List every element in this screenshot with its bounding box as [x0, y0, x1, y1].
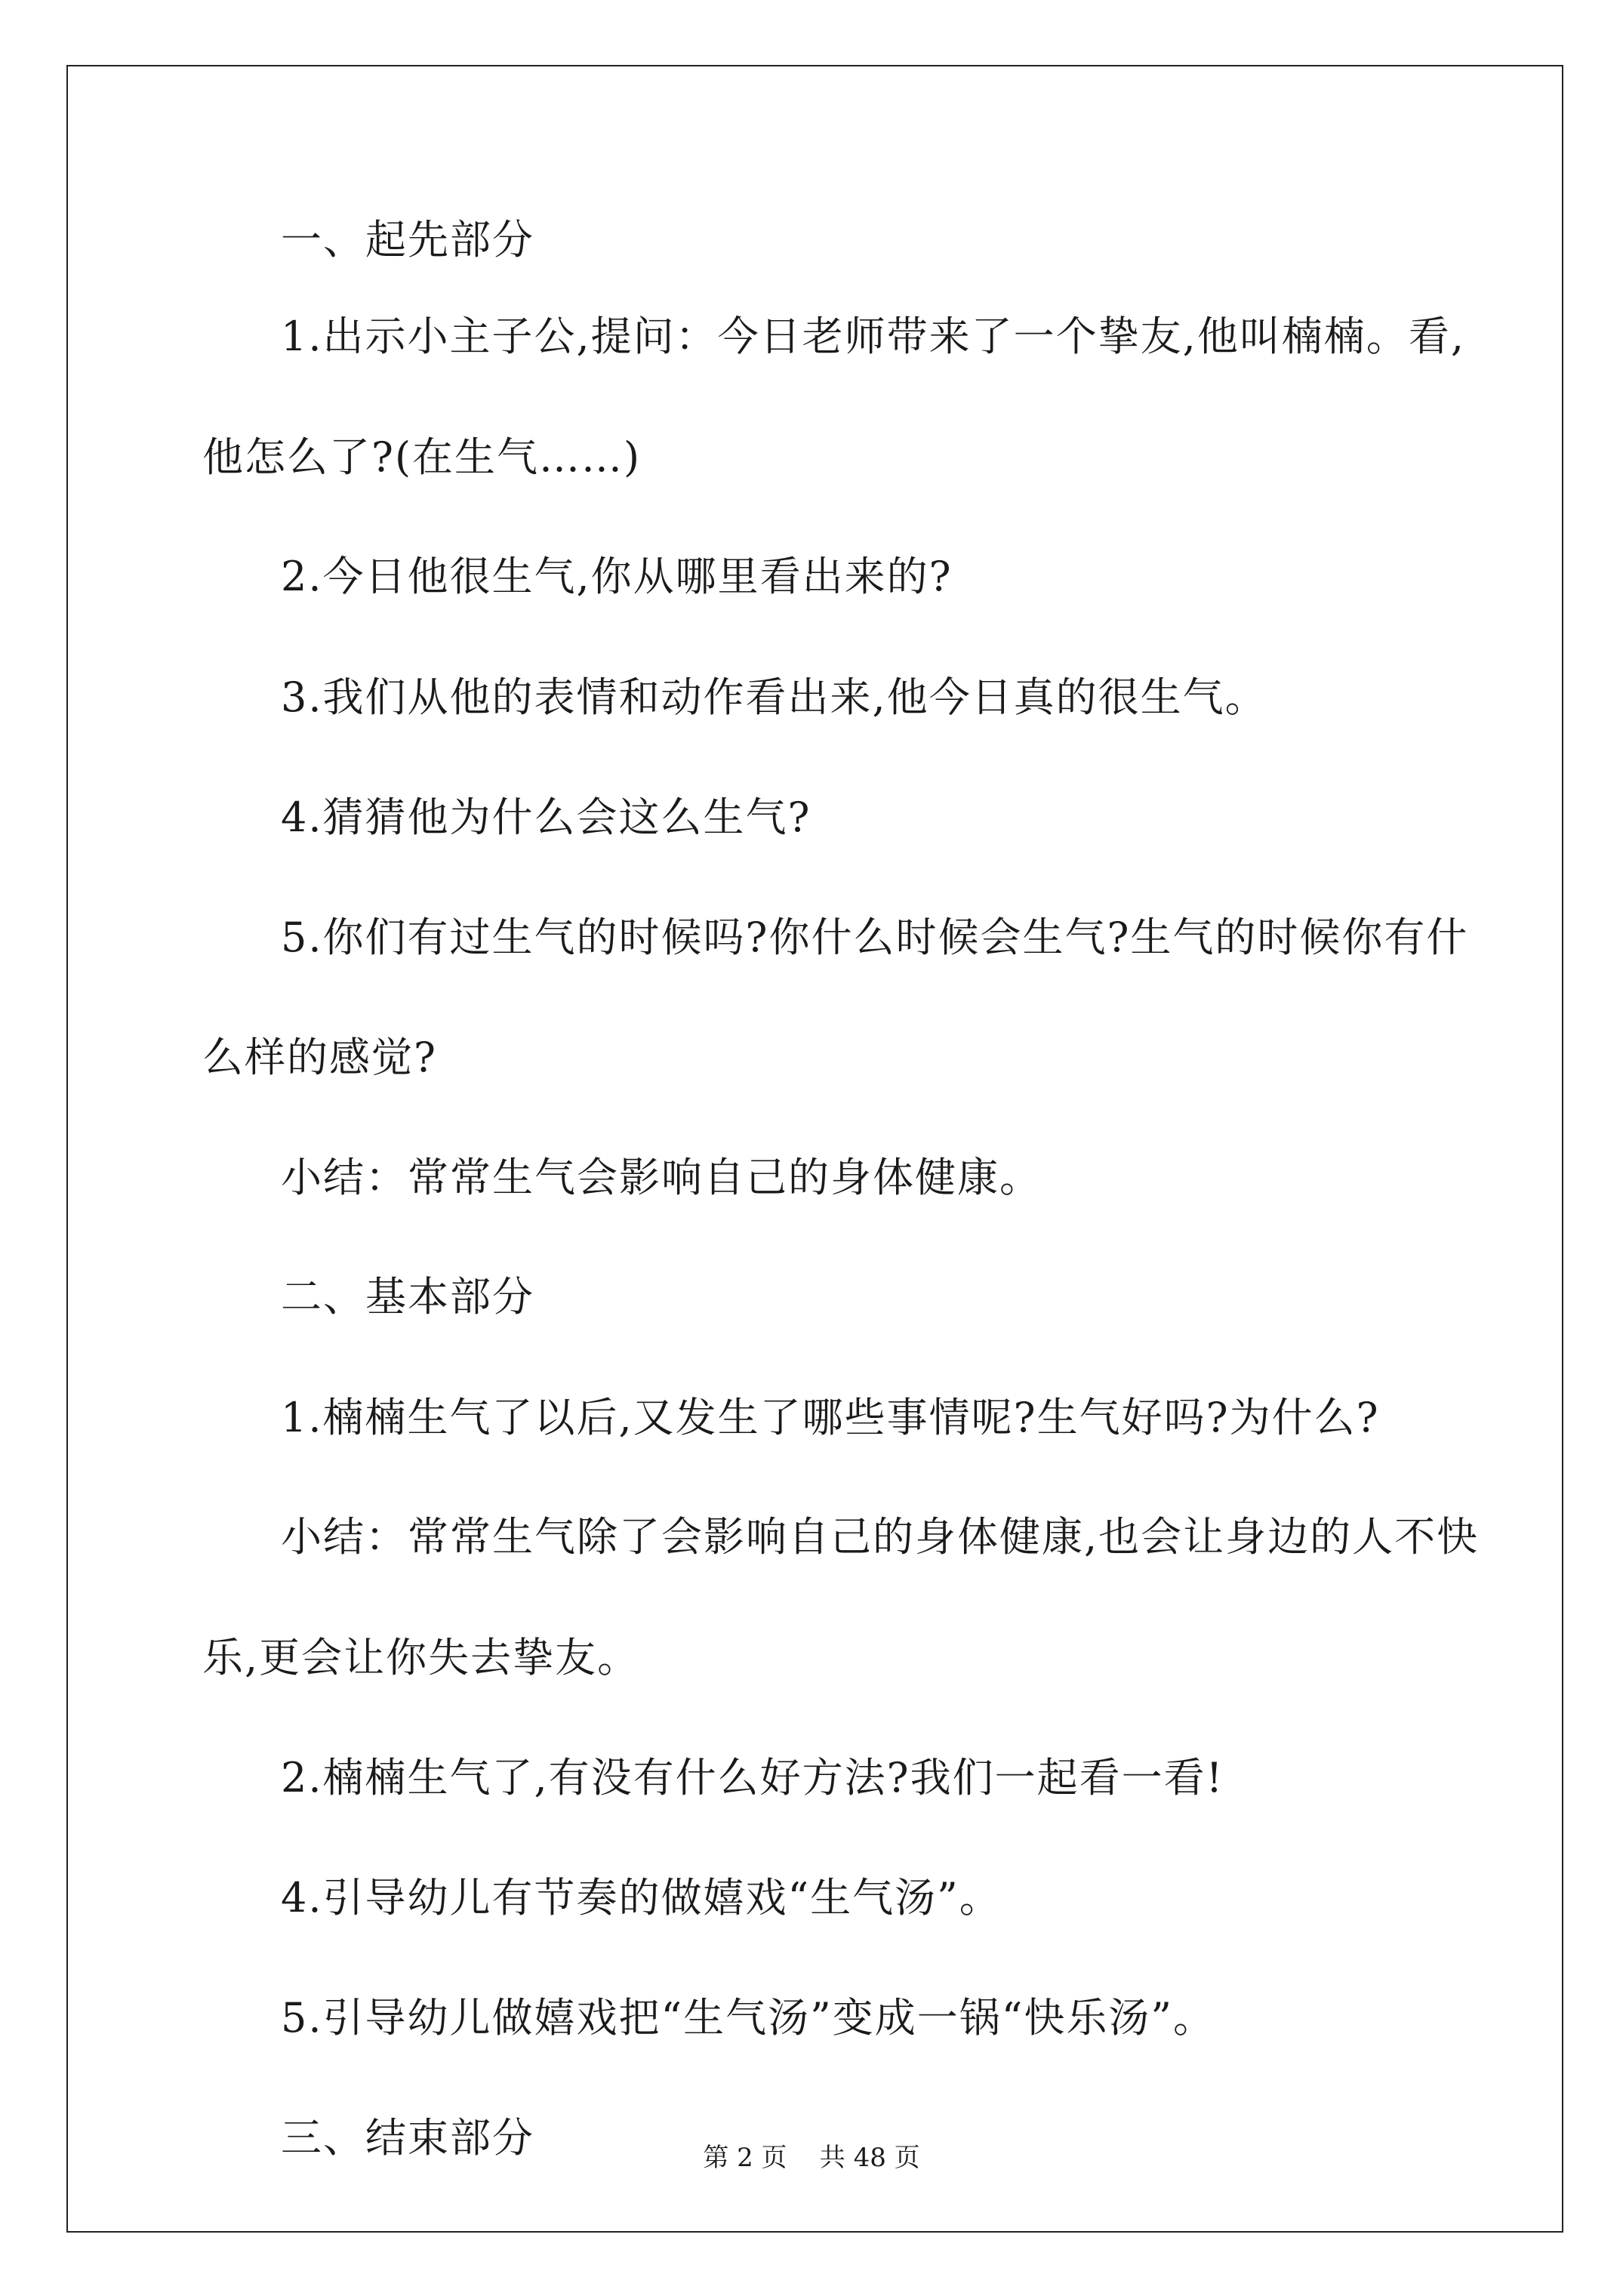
- paragraph-2: 2.今日他很生气,你从哪里看出来的?: [281, 553, 953, 600]
- section-heading-start: 一、起先部分: [281, 216, 534, 264]
- paragraph-5: 5.你们有过生气的时候吗?你什么时候会生气?生气的时候你有什: [281, 914, 1469, 961]
- paragraph-8: 4.引导幼儿有节奏的做嬉戏“生气汤”。: [281, 1874, 1002, 1922]
- summary-1: 小结：常常生气会影响自己的身体健康。: [281, 1154, 1042, 1201]
- section-heading-end: 三、结束部分: [281, 2114, 534, 2162]
- paragraph-1: 1.出示小主子公,提问：今日老师带来了一个挚友,他叫楠楠。看,: [281, 313, 1466, 360]
- paragraph-1-continued: 他怎么了?(在生气……): [202, 433, 642, 481]
- section-heading-basic: 二、基本部分: [281, 1273, 534, 1321]
- page-number-footer: 第 2 页 共 48 页: [703, 2143, 920, 2173]
- paragraph-9: 5.引导幼儿做嬉戏把“生气汤”变成一锅“快乐汤”。: [281, 1994, 1215, 2042]
- summary-2: 小结：常常生气除了会影响自己的身体健康,也会让身边的人不快: [281, 1513, 1480, 1561]
- paragraph-5-continued: 么样的感觉?: [202, 1034, 437, 1081]
- paragraph-4: 4.猜猜他为什么会这么生气?: [281, 794, 812, 841]
- summary-2-continued: 乐,更会让你失去挚友。: [202, 1634, 640, 1681]
- paragraph-3: 3.我们从他的表情和动作看出来,他今日真的很生气。: [281, 673, 1267, 721]
- paragraph-7: 2.楠楠生气了,有没有什么好方法?我们一起看一看!: [281, 1754, 1224, 1801]
- paragraph-6: 1.楠楠生气了以后,又发生了哪些事情呢?生气好吗?为什么?: [281, 1394, 1380, 1441]
